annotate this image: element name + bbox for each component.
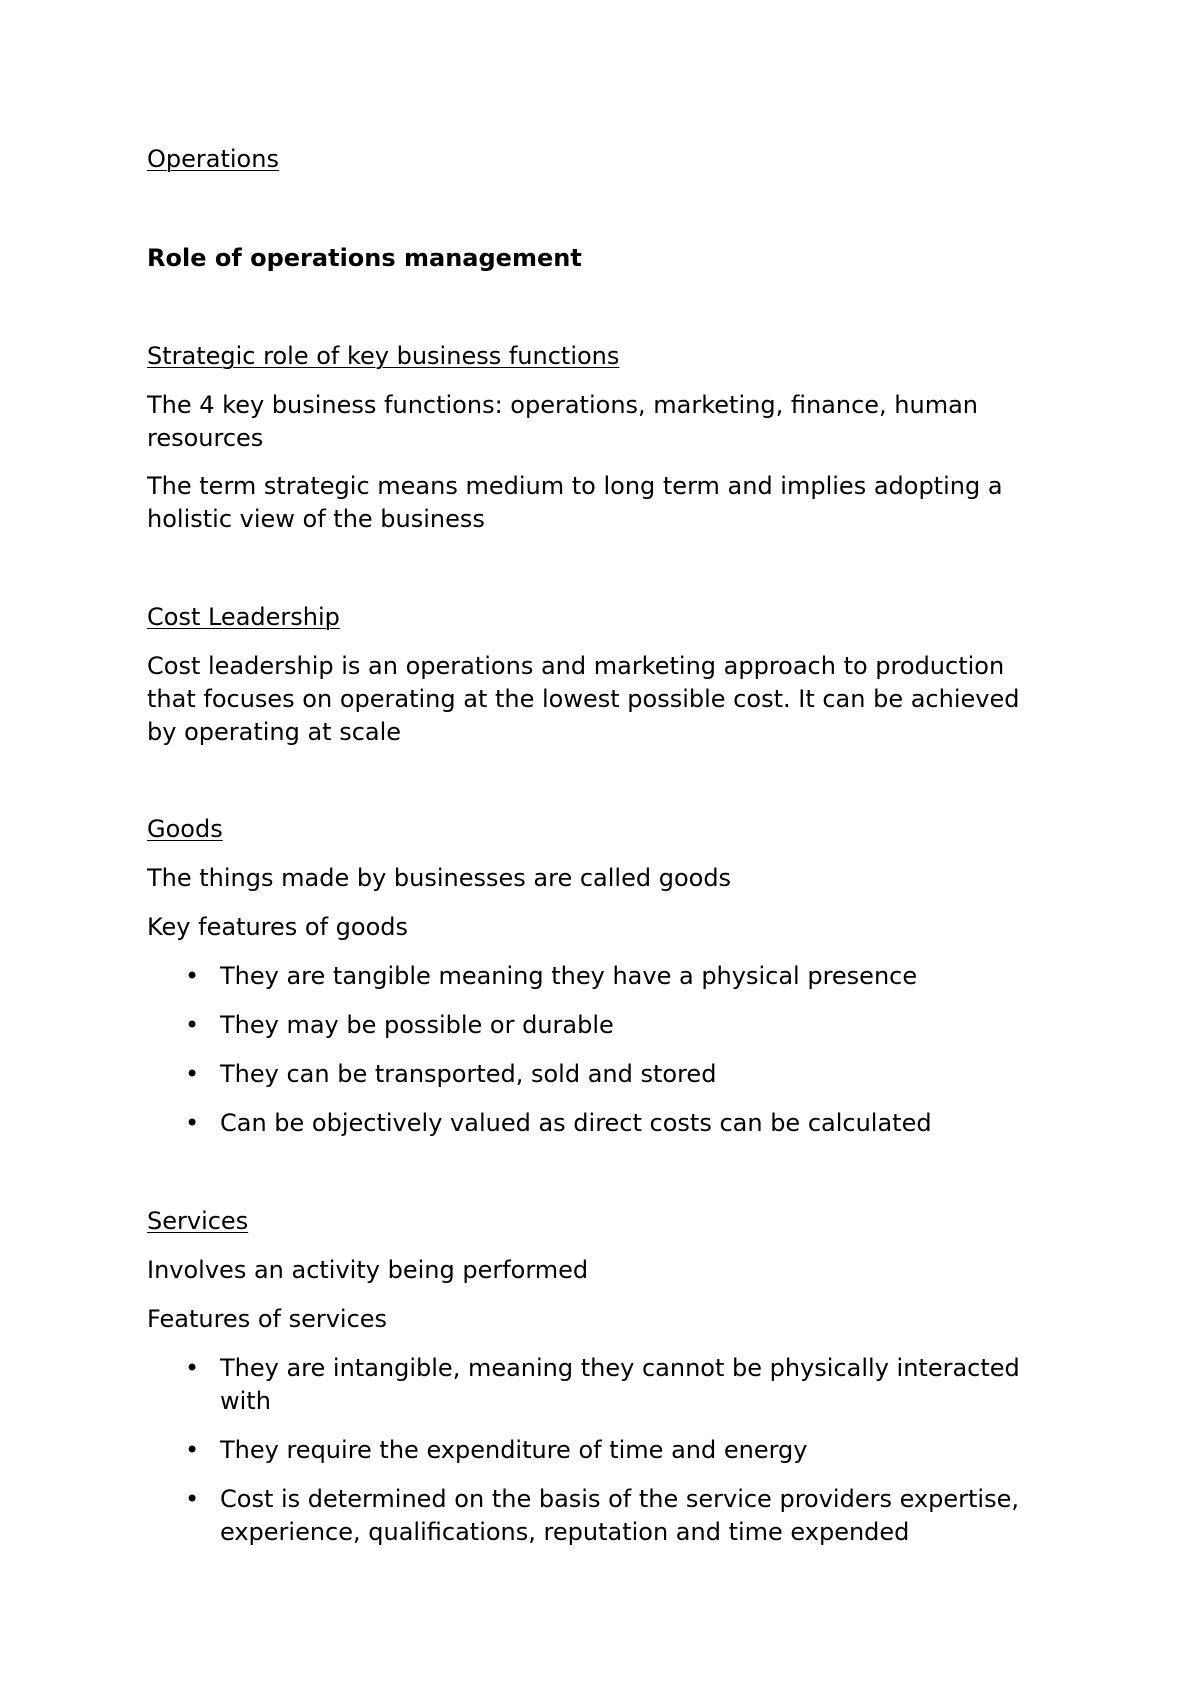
list-item-text-line-1: They are intangible, meaning they cannot be physically interacted	[220, 1354, 1020, 1382]
services-paragraph-1: Involves an activity being performed	[147, 1256, 589, 1284]
list-item-text: They are tangible meaning they have a physical presence	[220, 962, 918, 990]
list-item-text: They may be possible or durable	[220, 1011, 614, 1039]
bullet-icon: •	[185, 1109, 200, 1137]
bullet-icon: •	[185, 1436, 200, 1464]
cost-leadership-line-1: Cost leadership is an operations and marketing approach to production	[147, 652, 1005, 680]
section-heading: Role of operations management	[147, 244, 582, 272]
strategic-paragraph-1-line-2: resources	[147, 424, 264, 452]
services-paragraph-2: Features of services	[147, 1305, 388, 1333]
bullet-icon: •	[185, 1354, 200, 1382]
list-item-text: They can be transported, sold and stored	[220, 1060, 717, 1088]
list-item-text: Can be objectively valued as direct costs can be calculated	[220, 1109, 932, 1137]
document-title: Operations	[147, 145, 279, 173]
bullet-icon: •	[185, 1011, 200, 1039]
list-item-text-line-1: Cost is determined on the basis of the service providers expertise,	[220, 1485, 1019, 1513]
goods-paragraph-1: The things made by businesses are called goods	[147, 864, 732, 892]
cost-leadership-line-3: by operating at scale	[147, 718, 402, 746]
bullet-icon: •	[185, 1485, 200, 1513]
services-heading: Services	[147, 1207, 249, 1235]
bullet-icon: •	[185, 1060, 200, 1088]
list-item-text: They require the expenditure of time and energy	[220, 1436, 808, 1464]
strategic-paragraph-2-line-1: The term strategic means medium to long term and implies adopting a	[147, 472, 1003, 500]
cost-leadership-line-2: that focuses on operating at the lowest possible cost. It can be achieved	[147, 685, 1020, 713]
list-item-text-line-2: experience, qualifications, reputation and time expended	[220, 1518, 910, 1546]
bullet-icon: •	[185, 962, 200, 990]
strategic-paragraph-1-line-1: The 4 key business functions: operations, marketing, finance, human	[147, 391, 979, 419]
strategic-heading: Strategic role of key business functions	[147, 342, 620, 370]
goods-heading: Goods	[147, 815, 223, 843]
cost-leadership-heading: Cost Leadership	[147, 603, 340, 631]
list-item-text-line-2: with	[220, 1387, 271, 1415]
goods-paragraph-2: Key features of goods	[147, 913, 409, 941]
strategic-paragraph-2-line-2: holistic view of the business	[147, 505, 485, 533]
